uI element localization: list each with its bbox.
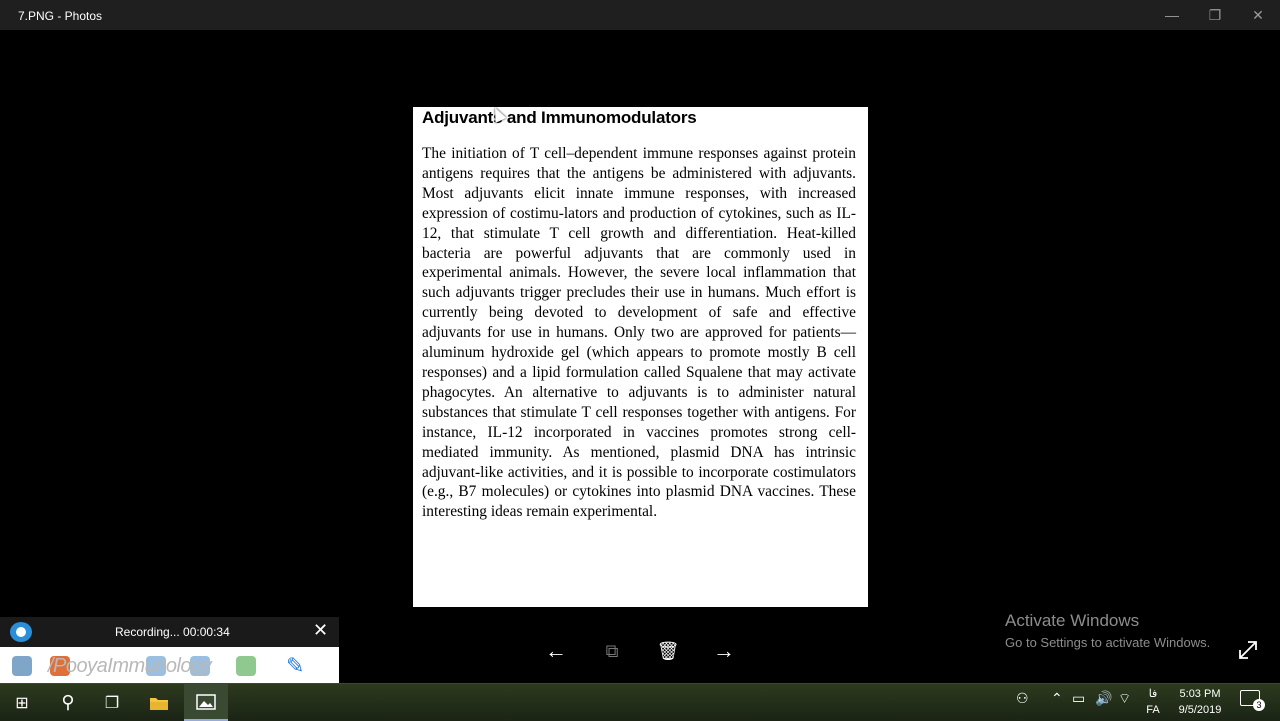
- people-icon[interactable]: ⚇: [1016, 690, 1029, 706]
- minimize-button[interactable]: —: [1165, 7, 1179, 23]
- next-image-button[interactable]: →: [713, 638, 735, 663]
- language-code: FA: [1146, 704, 1160, 716]
- recorder-close-button[interactable]: ✕: [313, 620, 329, 640]
- recording-status: Recording... 00:00:34: [115, 625, 230, 639]
- file-explorer-taskbar-icon[interactable]: [137, 684, 181, 721]
- tool-icon[interactable]: [236, 656, 256, 676]
- document-body: The initiation of T cell–dependent immune responses against protein antigens requires that the antigens be administered with adjuvants. Most adjuvants elicit innate immune responses, with increased expression of costimu-lators and production of cytokines, such as IL-12, that stimulate T cell growth and differentiation. Heat-killed bacteria are powerful adjuvants that are commonly used in experimental animals. However, the severe local inflammation that such adjuvants trigger precludes their use in humans. Much effort is currently being devoted to development of safe and effective adjuvants for use in humans. Only two are approved for patients—aluminum hydroxide gel (which appears to promote mostly B cell responses) and a lipid formulation called Squalene that may activate phagocytes. An alternative to adjuvants is to administer natural substances that stimulate T cell responses together with antigens. For instance, IL-12 incorporated in vaccines promotes strong cell-mediated immunity. As mentioned, plasmid DNA has intrinsic adjuvant-like activities, and it is possible to incorporate costimulators (e.g., B7 molecules) or cytokines into plasmid DNA vaccines. These interesting ideas remain experimental.: [422, 145, 856, 521]
- language-indicator[interactable]: [1144, 686, 1162, 718]
- clock-date: 9/5/2019: [1178, 704, 1222, 716]
- delete-button[interactable]: 🗑: [656, 640, 680, 661]
- activate-windows-watermark: [1005, 611, 1210, 650]
- folder-icon: [149, 695, 169, 711]
- language-native: فا: [1148, 688, 1158, 700]
- screen-recorder-widget: [0, 617, 339, 689]
- notification-count: 3: [1253, 699, 1265, 711]
- battery-icon[interactable]: ▭: [1072, 690, 1086, 706]
- crop-button[interactable]: ⧉: [605, 640, 619, 661]
- clock[interactable]: [1170, 686, 1230, 718]
- wifi-icon[interactable]: ⌔: [1118, 690, 1132, 706]
- recorder-watermark: /PooyaImmunology: [48, 655, 212, 677]
- camera-icon: [10, 622, 32, 642]
- clock-time: 5:03 PM: [1179, 688, 1221, 700]
- task-view-button[interactable]: ❐: [104, 694, 120, 712]
- notification-center-icon[interactable]: [1240, 690, 1262, 710]
- fullscreen-icon[interactable]: [1236, 638, 1260, 662]
- chevron-up-icon[interactable]: ⌃: [1051, 690, 1063, 706]
- pen-icon[interactable]: ✎: [286, 653, 305, 678]
- recorder-header: [0, 617, 339, 647]
- document-heading: Adjuvants and Immunomodulators: [422, 108, 697, 127]
- maximize-button[interactable]: ❐: [1208, 6, 1222, 23]
- photos-taskbar-icon[interactable]: [184, 684, 228, 721]
- taskbar: [0, 683, 1280, 721]
- activate-subtitle: Go to Settings to activate Windows.: [1005, 635, 1211, 650]
- displayed-image: [413, 107, 868, 607]
- activate-title: Activate Windows: [1005, 611, 1140, 630]
- window-title: 7.PNG - Photos: [18, 9, 103, 23]
- photo-icon: [196, 694, 216, 710]
- tool-icon[interactable]: [12, 656, 32, 676]
- previous-image-button[interactable]: ←: [545, 638, 567, 663]
- start-button[interactable]: ⊞: [15, 694, 29, 712]
- search-button[interactable]: ⚲: [61, 692, 75, 712]
- title-bar: [0, 0, 1280, 30]
- volume-icon[interactable]: 🔊: [1095, 690, 1113, 706]
- close-button[interactable]: ✕: [1252, 6, 1264, 23]
